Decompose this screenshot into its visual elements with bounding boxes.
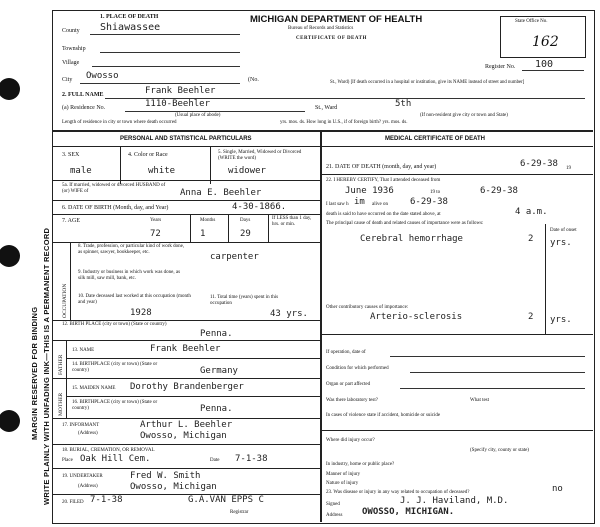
village-label: Village — [62, 60, 80, 66]
dod-label: 21. DATE OF DEATH (month, day, and year) — [326, 164, 437, 170]
age-months-label: Months — [200, 218, 216, 223]
informant-address-label: (Address) — [78, 431, 98, 436]
usual-abode-note: (Usual place of abode) — [175, 113, 221, 118]
county-label: County — [62, 28, 80, 34]
last-worked-label: 10. Date deceased last worked at this occupation (month and year) — [78, 294, 191, 305]
attended-to-value: 6-29-38 — [480, 186, 518, 196]
signed-value: J. J. Haviland, M.D. — [400, 496, 509, 506]
dod-value: 6-29-38 — [520, 159, 558, 169]
age-months-value: 1 — [200, 229, 206, 239]
burial-place-label: Place — [62, 458, 73, 463]
lab-test-suffix: What test — [470, 398, 490, 403]
cause-duration-unit: yrs. — [550, 238, 572, 248]
occupation-related-value: no — [552, 484, 563, 494]
contributory-value: Arterio-sclerosis — [370, 312, 463, 322]
residence-st-ward-label: St., Ward — [315, 105, 338, 111]
father-birthplace-value: Germany — [200, 366, 238, 376]
length-residence-units: yrs. mos. ds. How long in U.S., if of foreign birth? yrs. mos. ds. — [280, 120, 408, 125]
burial-place-value: Oak Hill Cem. — [80, 454, 151, 464]
total-time-label: 11. Total time (years) spent in this occupation — [210, 295, 279, 306]
last-worked-value: 1928 — [130, 308, 152, 318]
father-birthplace-label: 14. BIRTHPLACE (city or town) (State or country) — [72, 362, 158, 373]
sex-value: male — [70, 166, 92, 176]
operation-label: If operation, date of — [326, 350, 366, 355]
principal-cause-label: The principal cause of death and related causes of importance were as follows: — [326, 221, 484, 226]
father-name-value: Frank Beehler — [150, 344, 221, 354]
condition-label: Condition for which performed — [326, 366, 389, 371]
residence-label: (a) Residence No. — [62, 105, 106, 111]
state-office-value: 162 — [532, 34, 559, 50]
mother-maiden-label: 15. MAIDEN NAME — [72, 386, 116, 391]
undertaker-address-label: (Address) — [78, 484, 98, 489]
city-no-label: (No. — [248, 77, 259, 83]
binding-hole-middle — [0, 245, 20, 267]
residence-value: 1110-Beehler — [145, 99, 211, 109]
certificate-title: CERTIFICATE OF DEATH — [296, 36, 367, 41]
contributory-label: Other contributory causes of importance: — [326, 305, 409, 310]
burial-date-label: Date — [210, 458, 220, 463]
binding-hole-bottom — [0, 410, 20, 432]
place-of-death-heading: 1. PLACE OF DEATH — [100, 14, 159, 20]
total-time-value: 43 yrs. — [270, 309, 308, 319]
less-than-day-label: If LESS than 1 day, hrs. or min. — [272, 216, 312, 227]
informant-label: 17. INFORMANT — [62, 423, 100, 428]
father-side-label: FATHER — [58, 354, 64, 375]
contributory-duration-value: 2 — [528, 312, 534, 322]
spouse-label: 5a. If married, widowed or divorced HUSBAND of (or) WIFE of — [62, 183, 166, 194]
registrar-label: Registrar — [230, 510, 249, 515]
city-value: Owosso — [86, 71, 119, 81]
cause-duration-value: 2 — [528, 234, 534, 244]
filed-value: 7-1-38 — [90, 495, 123, 505]
birthplace-label: 12. BIRTH PLACE (city or town) (State or country) — [62, 322, 167, 327]
state-office-label: State Office No. — [515, 19, 548, 24]
manner-label: Manner of injury — [326, 472, 361, 477]
death-hour-value: 4 a.m. — [515, 207, 548, 217]
department-title: MICHIGAN DEPARTMENT OF HEALTH — [250, 14, 423, 25]
last-saw-label: I last saw h — [326, 202, 349, 207]
injury-occur-label: Where did injury occur? — [326, 438, 375, 443]
sex-label: 3. SEX — [62, 152, 80, 158]
undertaker-value: Fred W. Smith — [130, 471, 201, 481]
occupation-label: 8. Trade, profession, or particular kind of work done, as spinner, sawyer, bookkeeper, etc. — [78, 244, 185, 255]
cause-value: Cerebral hemorrhage — [360, 234, 463, 244]
alive-on-label: alive on — [372, 202, 388, 207]
bureau-subtitle: Bureau of Records and Statistics — [288, 26, 354, 31]
dob-label: 6. DATE OF BIRTH (Month, day, and Year) — [62, 205, 169, 211]
death-occurred-label: death is said to have occurred on the date stated above, at — [326, 212, 441, 217]
register-value: 100 — [535, 59, 554, 70]
occupation-value: carpenter — [210, 252, 259, 262]
age-days-label: Days — [240, 218, 251, 223]
certificate-frame — [52, 10, 595, 524]
mother-maiden-value: Dorothy Brandenberger — [130, 382, 244, 392]
burial-date-value: 7-1-38 — [235, 454, 268, 464]
informant-value: Arthur L. Beehler — [140, 420, 233, 430]
last-saw-value: im — [354, 197, 365, 207]
full-name-label: 2. FULL NAME — [62, 92, 104, 98]
binding-hole-top — [0, 78, 20, 100]
date-onset-label: Date of onset — [550, 228, 577, 233]
organ-label: Organ or part affected — [326, 382, 371, 387]
birthplace-value: Penna. — [200, 329, 233, 339]
medical-section-header: MEDICAL CERTIFICATE OF DEATH — [385, 136, 485, 142]
lab-test-label: Was there laboratory test? — [326, 398, 378, 403]
certify-label: 22. I HEREBY CERTIFY, That I attended deceased from — [326, 178, 441, 183]
nature-label: Nature of injury — [326, 481, 359, 486]
registrar-value: G.A.VAN EPPS C — [188, 495, 264, 505]
injury-occur-suffix: (Specify city, county or state) — [470, 448, 529, 453]
hospital-note: St., Ward) [If death occurred in a hospital or institution, give its NAME instead of street and number] — [330, 80, 525, 85]
attended-to-label: 19 to — [430, 190, 441, 195]
color-value: white — [148, 166, 176, 176]
age-years-value: 72 — [150, 229, 161, 239]
filed-label: 20. FILED — [62, 500, 84, 505]
full-name-value: Frank Beehler — [145, 86, 216, 96]
age-years-label: Years — [150, 218, 162, 223]
personal-section-header: PERSONAL AND STATISTICAL PARTICULARS — [120, 136, 252, 142]
ward-value: 5th — [395, 99, 412, 109]
industry-label: 9. Industry or business in which work was done, as silk mill, saw mill, bank, etc. — [78, 270, 181, 281]
dod-suffix: 19 — [566, 166, 571, 171]
industry-home-label: In industry, home or public place? — [326, 462, 395, 467]
violence-label: In cases of violence state if accident, homicide or suicide — [326, 413, 441, 418]
occupation-side-label: OCCUPATION — [62, 283, 68, 318]
signed-label: Signed — [326, 502, 340, 507]
spouse-value: Anna E. Beehler — [180, 188, 262, 198]
margin-permanent-record-text: WRITE PLAINLY WITH UNFADING INK—THIS IS A PERMANENT RECORD — [42, 227, 51, 505]
mother-birthplace-label: 16. BIRTHPLACE (city or town) (State or country) — [72, 400, 158, 411]
length-residence-label: Length of residence in city or town where death occurred — [62, 120, 177, 125]
undertaker-label: 19. UNDERTAKER — [62, 474, 103, 479]
mother-birthplace-value: Penna. — [200, 404, 233, 414]
township-label: Township — [62, 46, 86, 52]
occupation-related-label: 23. Was disease or injury in any way related to occupation of deceased? — [326, 490, 470, 495]
attended-from-value: June 1936 — [345, 186, 394, 196]
undertaker-address-value: Owosso, Michigan — [130, 482, 217, 492]
nonresident-note: (If non-resident give city or town and State) — [420, 113, 508, 118]
informant-address-value: Owosso, Michigan — [140, 431, 227, 441]
county-value: Shiawassee — [100, 22, 161, 33]
city-label: City — [62, 77, 73, 83]
register-label: Register No. — [485, 64, 516, 70]
marital-label: 5. Single, Married, Widowed or Divorced (WRITE the word) — [218, 150, 302, 161]
address-label: Address — [326, 513, 343, 518]
dob-value: 4-30-1866. — [232, 202, 287, 212]
margin-reserved-text: MARGIN RESERVED FOR BINDING — [30, 306, 39, 440]
age-label: 7. AGE — [62, 218, 80, 224]
father-name-label: 13. NAME — [72, 348, 95, 353]
contributory-duration-unit: yrs. — [550, 315, 572, 325]
marital-value: widower — [228, 166, 266, 176]
address-value: OWOSSO, MICHIGAN. — [362, 507, 455, 517]
color-label: 4. Color or Race — [128, 152, 168, 158]
alive-on-value: 6-29-38 — [410, 197, 448, 207]
mother-side-label: MOTHER — [58, 392, 64, 416]
age-days-value: 29 — [240, 229, 251, 239]
burial-label: 18. BURIAL, CREMATION, OR REMOVAL — [62, 448, 155, 453]
